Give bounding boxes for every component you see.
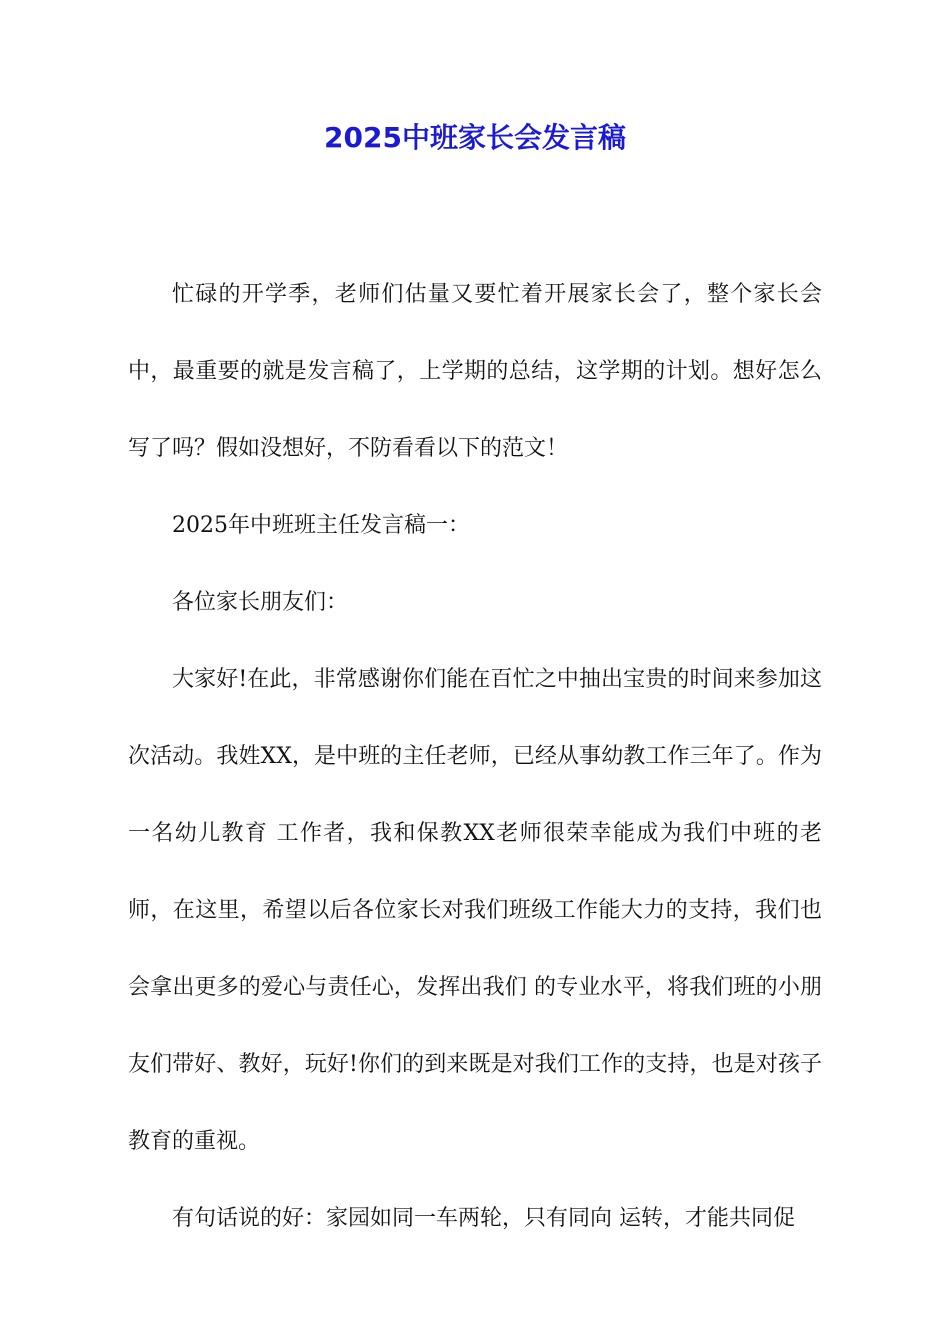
paragraph: 忙碌的开学季，老师们估量又要忙着开展家长会了，整个家长会中，最重要的就是发言稿了，上学期的总结，这学期的计划。想好怎么写了吗？假如没想好，不防看看以下的范文！ (128, 282, 822, 461)
document-body (128, 256, 822, 1257)
paragraph: 各位家长朋友们： (172, 590, 349, 615)
paragraph: 2025年中班班主任发言稿一： (172, 513, 470, 538)
paragraph: 大家好!在此，非常感谢你们能在百忙之中抽出宝贵的时间来参加这次活动。我姓XX，是中班的主任老师，已经从事幼教工作三年了。作为一名幼儿教育 工作者，我和保教XX老师很荣幸能成为我们中班的老师，在这里，希望以后各位家长对我们班级工作能大力的支持，我们也会拿出更多的爱心与责任心，发挥出我们 的专业水平，将我们班的小朋友们带好、教好，玩好!你们的到来既是对我们工作的支持，也是对孩子教育的重视。 (128, 667, 822, 1154)
paragraph: 有句话说的好：家园如同一车两轮，只有同向 运转，才能共同促 (172, 1206, 795, 1231)
document-title: 2025中班家长会发言稿 (324, 121, 626, 154)
